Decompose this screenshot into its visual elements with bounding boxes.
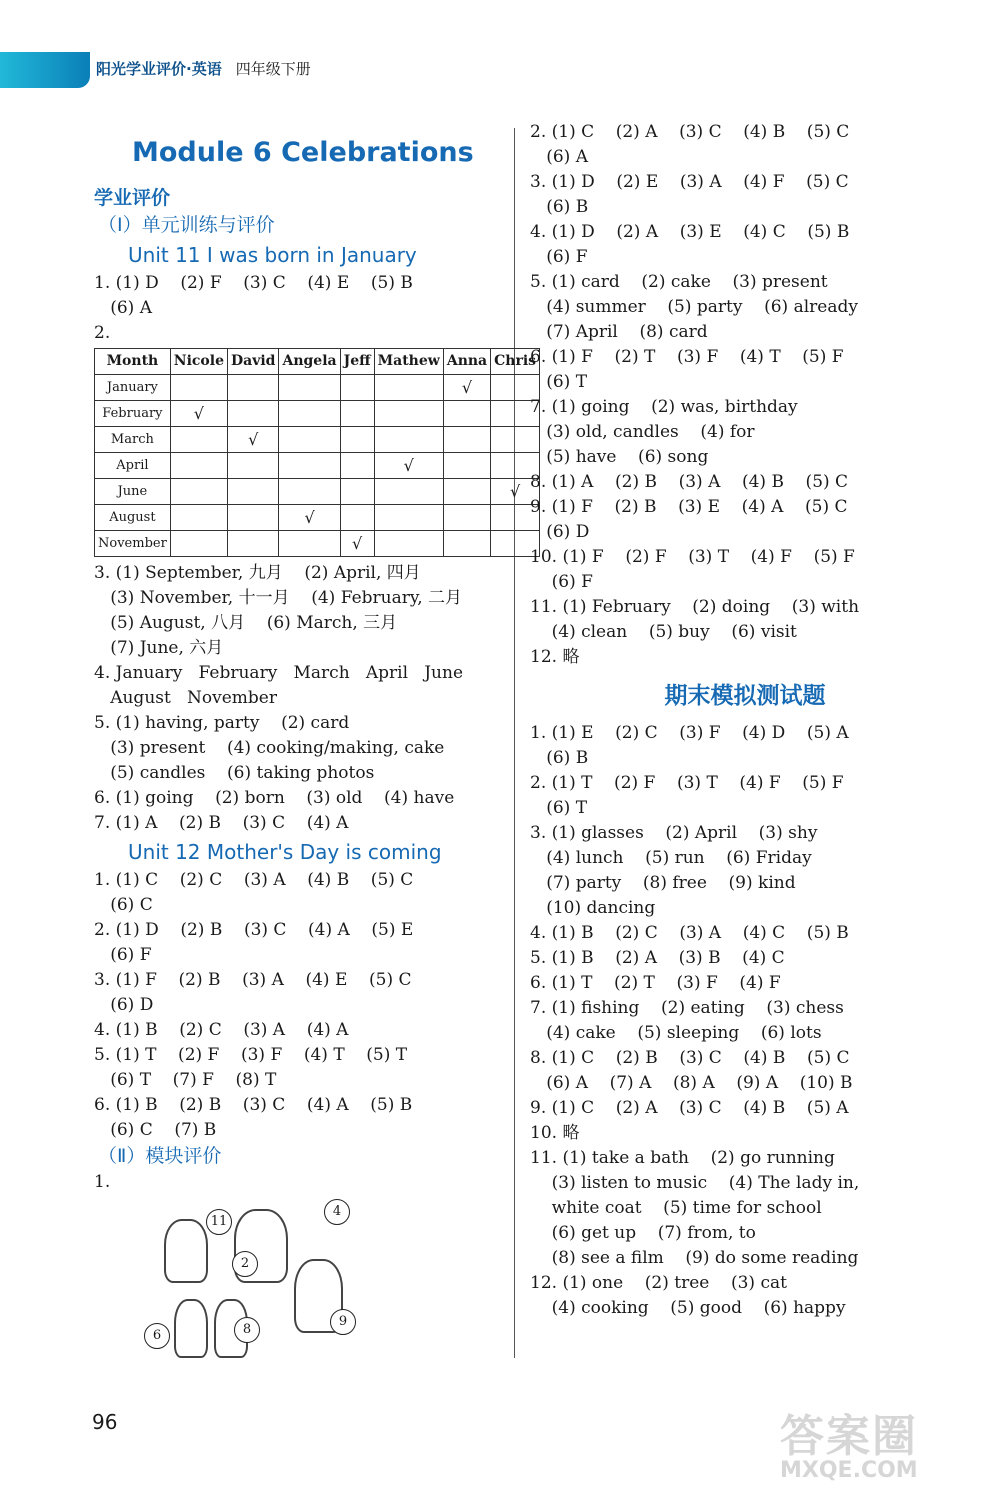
header-banner — [0, 52, 311, 88]
answer-line: (3) old, candles (4) for — [530, 422, 755, 442]
month-cell: March — [95, 427, 171, 453]
answer-line: 1. (1) D (2) F (3) C (4) E (5) B — [94, 273, 413, 293]
check-cell — [279, 401, 340, 427]
table-header-cell: Chris — [491, 349, 540, 375]
left-column — [94, 137, 537, 1369]
header-text — [96, 58, 311, 79]
answer-line: (5) have (6) song — [530, 447, 709, 467]
boy-figure — [174, 1299, 208, 1358]
check-cell: √ — [491, 479, 540, 505]
number-bubble: 4 — [324, 1199, 350, 1225]
answer-line: 11. (1) February (2) doing (3) with — [530, 597, 860, 617]
answer-line: 10. 略 — [530, 1123, 580, 1143]
month-cell: June — [95, 479, 171, 505]
check-cell: √ — [170, 401, 227, 427]
answer-line: August November — [94, 688, 277, 708]
watermark-bottom: MXQE.COM — [780, 1458, 918, 1483]
table-row — [95, 427, 540, 453]
answer-line: (6) B — [530, 197, 589, 217]
answer-line: 5. (1) T (2) F (3) F (4) T (5) T — [94, 1045, 408, 1065]
month-cell: January — [95, 375, 171, 401]
watermark-logo — [780, 1400, 990, 1485]
table-row — [95, 505, 540, 531]
check-cell — [374, 375, 443, 401]
check-cell — [340, 375, 374, 401]
unit12-answers — [94, 868, 504, 1143]
section-title: 学业评价 — [94, 187, 171, 209]
answer-line: (3) present (4) cooking/making, cake — [94, 738, 445, 758]
check-cell: √ — [443, 375, 490, 401]
check-cell — [279, 453, 340, 479]
answer-line: 6. (1) going (2) born (3) old (4) have — [94, 788, 455, 808]
answer-line: (6) F — [94, 945, 152, 965]
check-cell — [340, 505, 374, 531]
check-cell — [228, 401, 279, 427]
check-cell — [228, 505, 279, 531]
check-cell — [279, 375, 340, 401]
check-cell: √ — [228, 427, 279, 453]
check-cell — [374, 427, 443, 453]
answer-line: (10) dancing — [530, 898, 656, 918]
answer-line: 2. (1) T (2) F (3) T (4) F (5) F — [530, 773, 844, 793]
answer-line: (6) A (7) A (8) A (9) A (10) B — [530, 1073, 853, 1093]
module-title: Module 6 Celebrations — [132, 137, 474, 168]
answer-line: (4) cake (5) sleeping (6) lots — [530, 1023, 822, 1043]
unit12-title: Unit 12 Mother's Day is coming — [128, 840, 442, 864]
check-cell — [374, 531, 443, 557]
picture-question-label: 1. — [94, 1172, 111, 1192]
answer-line: 5. (1) B (2) A (3) B (4) C — [530, 948, 785, 968]
answer-line: 12. (1) one (2) tree (3) cat — [530, 1273, 787, 1293]
number-bubble: 8 — [234, 1317, 260, 1343]
check-cell — [170, 505, 227, 531]
check-cell — [228, 479, 279, 505]
month-cell: August — [95, 505, 171, 531]
final-exam-answers — [530, 721, 960, 1321]
table-header-cell: Anna — [443, 349, 490, 375]
answer-line: 4. January February March April June — [94, 663, 464, 683]
number-bubble: 9 — [330, 1309, 356, 1335]
answer-line: (6) D — [530, 522, 590, 542]
answer-line: (5) August, 八月 (6) March, 三月 — [94, 613, 398, 633]
answer-line: 2. — [94, 323, 111, 343]
table-header-cell: Nicole — [170, 349, 227, 375]
child-figure — [164, 1219, 208, 1283]
unit11-answers-part2 — [94, 561, 504, 836]
answer-line: (4) clean (5) buy (6) visit — [530, 622, 797, 642]
check-cell — [228, 453, 279, 479]
answer-line: (4) summer (5) party (6) already — [530, 297, 858, 317]
check-cell — [443, 427, 490, 453]
answer-line: 5. (1) having, party (2) card — [94, 713, 350, 733]
check-cell — [340, 479, 374, 505]
month-cell: April — [95, 453, 171, 479]
answer-line: 6. (1) F (2) T (3) F (4) T (5) F — [530, 347, 844, 367]
book-grade: 四年级下册 — [235, 60, 311, 78]
check-cell — [443, 505, 490, 531]
table-row — [95, 479, 540, 505]
check-cell: √ — [340, 531, 374, 557]
answer-line: (4) cooking (5) good (6) happy — [530, 1298, 846, 1318]
table-row — [95, 375, 540, 401]
answer-line: 7. (1) A (2) B (3) C (4) A — [94, 813, 349, 833]
answer-line: (6) D — [94, 995, 154, 1015]
check-cell — [170, 375, 227, 401]
answer-line: 8. (1) A (2) B (3) A (4) B (5) C — [530, 472, 849, 492]
answer-line: 3. (1) glasses (2) April (3) shy — [530, 823, 818, 843]
check-cell — [443, 479, 490, 505]
answer-line: (6) C — [94, 895, 153, 915]
answer-line: 9. (1) C (2) A (3) C (4) B (5) A — [530, 1098, 849, 1118]
table-header-cell: Month — [95, 349, 171, 375]
answer-line: 12. 略 — [530, 647, 580, 667]
answer-line: 4. (1) D (2) A (3) E (4) C (5) B — [530, 222, 850, 242]
unit11-answers-part1 — [94, 271, 504, 346]
check-cell — [279, 427, 340, 453]
table-row — [95, 453, 540, 479]
answer-line: (6) F — [530, 572, 593, 592]
answer-line: 8. (1) C (2) B (3) C (4) B (5) C — [530, 1048, 850, 1068]
answer-line: (7) April (8) card — [530, 322, 708, 342]
check-cell — [443, 531, 490, 557]
subsection-module-evaluation: （Ⅱ）模块评价 — [98, 1145, 222, 1167]
check-cell — [443, 401, 490, 427]
answer-line: 3. (1) D (2) E (3) A (4) F (5) C — [530, 172, 849, 192]
check-cell — [443, 453, 490, 479]
answer-line: (7) June, 六月 — [94, 638, 224, 658]
answer-line: (6) T — [530, 372, 588, 392]
table-header-cell: Mathew — [374, 349, 443, 375]
check-cell — [170, 453, 227, 479]
celebration-illustration — [154, 1199, 384, 1369]
answer-line: 5. (1) card (2) cake (3) present — [530, 272, 828, 292]
answer-line: (5) candles (6) taking photos — [94, 763, 375, 783]
table-row — [95, 401, 540, 427]
answer-line: 10. (1) F (2) F (3) T (4) F (5) F — [530, 547, 855, 567]
answer-line: (4) lunch (5) run (6) Friday — [530, 848, 812, 868]
check-cell — [228, 375, 279, 401]
answer-line: 7. (1) fishing (2) eating (3) chess — [530, 998, 844, 1018]
table-header-cell: David — [228, 349, 279, 375]
answer-line: 9. (1) F (2) B (3) E (4) A (5) C — [530, 497, 848, 517]
right-column — [530, 120, 960, 1321]
answer-line: 7. (1) going (2) was, birthday — [530, 397, 798, 417]
check-cell — [374, 401, 443, 427]
check-cell — [228, 531, 279, 557]
number-bubble: 11 — [206, 1209, 232, 1235]
check-cell — [279, 479, 340, 505]
number-bubble: 2 — [232, 1251, 258, 1277]
birthday-month-table — [94, 348, 540, 557]
answer-line: 4. (1) B (2) C (3) A (4) A — [94, 1020, 349, 1040]
answer-line: (6) F — [530, 247, 588, 267]
answer-line: (6) T — [530, 798, 588, 818]
subsection-unit-training: （Ⅰ）单元训练与评价 — [98, 214, 275, 236]
book-series: 阳光学业评价·英语 — [96, 60, 222, 78]
check-cell — [170, 479, 227, 505]
check-cell: √ — [374, 453, 443, 479]
month-cell: February — [95, 401, 171, 427]
answer-line: (3) November, 十一月 (4) February, 二月 — [94, 588, 462, 608]
column-divider — [514, 128, 515, 1358]
module-evaluation-answers — [530, 120, 960, 670]
answer-line: white coat (5) time for school — [530, 1198, 822, 1218]
check-cell — [340, 453, 374, 479]
answer-line: (7) party (8) free (9) kind — [530, 873, 796, 893]
answer-line: 1. (1) C (2) C (3) A (4) B (5) C — [94, 870, 414, 890]
answer-line: 2. (1) C (2) A (3) C (4) B (5) C — [530, 122, 850, 142]
answer-line: 1. (1) E (2) C (3) F (4) D (5) A — [530, 723, 849, 743]
answer-line: 3. (1) F (2) B (3) A (4) E (5) C — [94, 970, 412, 990]
check-cell — [374, 479, 443, 505]
table-header-cell: Jeff — [340, 349, 374, 375]
check-cell — [170, 427, 227, 453]
watermark-top: 答案圈 — [780, 1411, 918, 1462]
check-cell — [374, 505, 443, 531]
check-cell — [279, 531, 340, 557]
answer-line: 6. (1) B (2) B (3) C (4) A (5) B — [94, 1095, 413, 1115]
answer-line: 2. (1) D (2) B (3) C (4) A (5) E — [94, 920, 414, 940]
answer-line: (6) C (7) B — [94, 1120, 217, 1140]
answer-line: 6. (1) T (2) T (3) F (4) F — [530, 973, 781, 993]
final-exam-title: 期末模拟测试题 — [664, 683, 826, 709]
banner-accent — [0, 52, 90, 88]
unit11-title: Unit 11 I was born in January — [128, 243, 417, 267]
table-row — [95, 531, 540, 557]
answer-line: (6) B — [530, 748, 589, 768]
check-cell — [340, 401, 374, 427]
answer-line: 3. (1) September, 九月 (2) April, 四月 — [94, 563, 421, 583]
answer-line: (6) A — [530, 147, 588, 167]
answer-line: (8) see a film (9) do some reading — [530, 1248, 859, 1268]
answer-line: 11. (1) take a bath (2) go running — [530, 1148, 835, 1168]
answer-line: (3) listen to music (4) The lady in, — [530, 1173, 860, 1193]
check-cell — [170, 531, 227, 557]
number-bubble: 6 — [144, 1323, 170, 1349]
page-number: 96 — [92, 1410, 118, 1434]
answer-line: 4. (1) B (2) C (3) A (4) C (5) B — [530, 923, 849, 943]
check-cell — [340, 427, 374, 453]
month-cell: November — [95, 531, 171, 557]
answer-line: (6) get up (7) from, to — [530, 1223, 756, 1243]
answer-line: (6) T (7) F (8) T — [94, 1070, 277, 1090]
table-header-cell: Angela — [279, 349, 340, 375]
check-cell: √ — [279, 505, 340, 531]
answer-line: (6) A — [94, 298, 152, 318]
